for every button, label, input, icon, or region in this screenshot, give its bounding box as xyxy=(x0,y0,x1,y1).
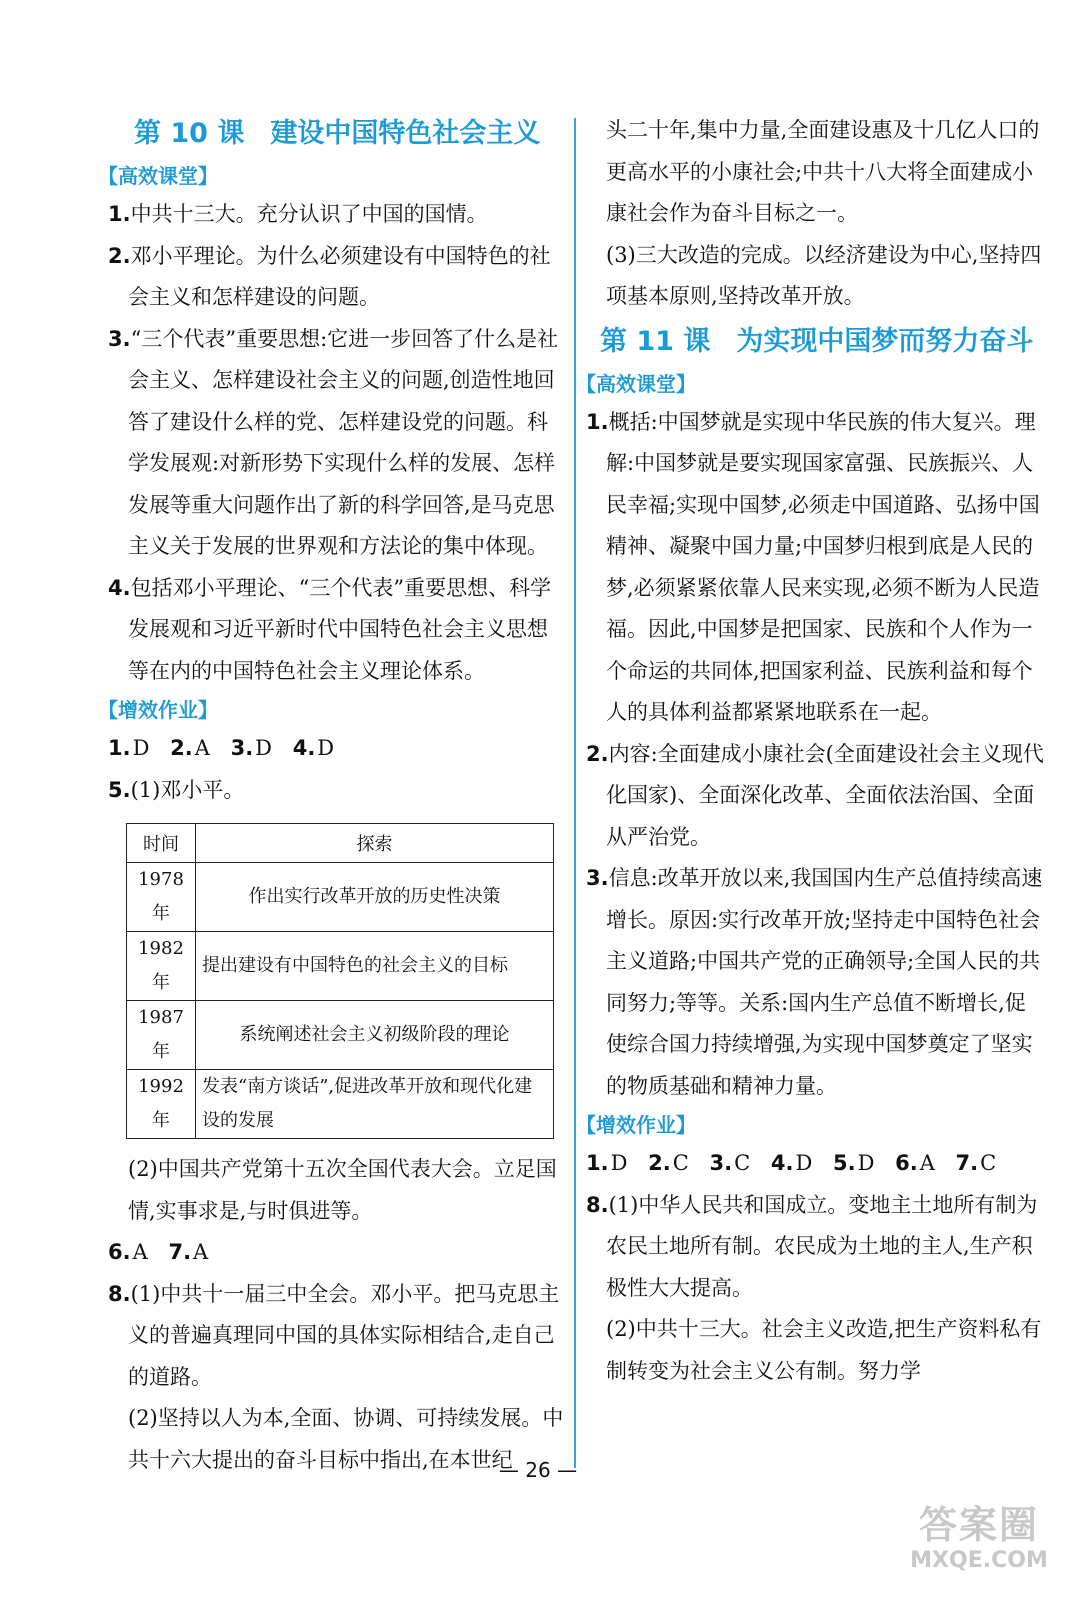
table-cell-year: 1978 年 xyxy=(127,863,196,932)
watermark-logo: 答案圈 MXQE.COM xyxy=(910,1503,1048,1573)
table-header-explore: 探索 xyxy=(196,824,554,863)
table-cell-text: 提出建设有中国特色的社会主义的目标 xyxy=(196,932,554,1001)
table-cell-year: 1992 年 xyxy=(127,1070,196,1139)
answer-item: 1.中共十三大。充分认识了中国的国情。 xyxy=(108,202,488,226)
section-tag-homework: 【增效作业】 xyxy=(98,698,218,722)
table-cell-text: 系统阐述社会主义初级阶段的理论 xyxy=(196,1001,554,1070)
answer-item: 2.内容:全面建成小康社会(全面建设社会主义现代化国家)、全面深化改革、全面依法治国、全面从严治党。 xyxy=(586,741,1044,849)
table-header-row xyxy=(127,824,554,863)
table-row xyxy=(127,932,554,1001)
answer-subitem: (2)中共十三大。社会主义改造,把生产资料私有制转变为社会主义公有制。努力学 xyxy=(606,1317,1042,1383)
right-column xyxy=(576,110,1046,1392)
answer-item: 2.邓小平理论。为什么必须建设有中国特色的社会主义和怎样建设的问题。 xyxy=(108,243,551,309)
choice-answers: 6.A 7.A xyxy=(108,1240,209,1264)
answer-subitem: (2)中国共产党第十五次全国代表大会。立足国情,实事求是,与时俱进等。 xyxy=(128,1157,557,1223)
answer-subitem: (3)三大改造的完成。以经济建设为中心,坚持四项基本原则,坚持改革开放。 xyxy=(606,242,1042,308)
table-row xyxy=(127,1001,554,1070)
timeline-table xyxy=(126,823,554,1139)
section-tag-efficient-class: 【高效课堂】 xyxy=(576,371,696,396)
table-cell-text: 发表“南方谈话”,促进改革开放和现代化建设的发展 xyxy=(196,1070,554,1139)
lesson-10-title: 第 10 课 建设中国特色社会主义 xyxy=(134,118,541,149)
answer-item: 8.(1)中华人民共和国成立。变地主土地所有制为农民土地所有制。农民成为土地的主人,生产积极性大大提高。 xyxy=(586,1192,1038,1300)
answer-item: 5.(1)邓小平。 xyxy=(108,777,245,802)
choice-answers: 1.D 2.A 3.D 4.D xyxy=(108,736,335,760)
page-number: — 26 — xyxy=(498,1458,578,1482)
answer-item: 3.“三个代表”重要思想:它进一步回答了什么是社会主义、怎样建设社会主义的问题,创造性地回答了建设什么样的党、怎样建设党的问题。科学发展观:对新形势下实现什么样的发展、怎样发展等重大问题作出了新的科学回答,是马克思主义关于发展的世界观和方法论的集中体现。 xyxy=(108,326,559,558)
answer-subitem: (2)坚持以人为本,全面、协调、可持续发展。中共十六大提出的奋斗目标中指出,在本世纪 xyxy=(128,1406,564,1472)
table-row xyxy=(127,863,554,932)
section-tag-homework: 【增效作业】 xyxy=(576,1113,696,1137)
answer-item: 1.概括:中国梦就是实现中华民族的伟大复兴。理解:中国梦就是要实现国家富强、民族振兴、人民幸福;实现中国梦,必须走中国道路、弘扬中国精神、凝聚中国力量;中国梦归根到底是人民的梦,必须紧紧依靠人民来实现,必须不断为人民造福。因此,中国梦是把国家、民族和个人作为一个命运的共同体,把国家利益、民族利益和每个人的具体利益都紧紧地联系在一起。 xyxy=(586,409,1040,724)
left-column xyxy=(98,110,564,1481)
lesson-11-title: 第 11 课 为实现中国梦而努力奋斗 xyxy=(600,325,1034,357)
column-divider xyxy=(574,118,576,1468)
table-cell-year: 1987 年 xyxy=(127,1001,196,1070)
table-cell-text: 作出实行改革开放的历史性决策 xyxy=(196,863,554,932)
answer-item: 8.(1)中共十一届三中全会。邓小平。把马克思主义的普遍真理同中国的具体实际相结合,走自己的道路。 xyxy=(108,1281,560,1389)
table-header-time: 时间 xyxy=(127,824,196,863)
answer-continuation: 头二十年,集中力量,全面建设惠及十几亿人口的更高水平的小康社会;中共十八大将全面建成小康社会作为奋斗目标之一。 xyxy=(606,118,1040,225)
answer-item: 3.信息:改革开放以来,我国国内生产总值持续高速增长。原因:实行改革开放;坚持走中国特色社会主义道路;中国共产党的正确领导;全国人民的共同努力;等等。关系:国内生产总值不断增长,促使综合国力持续增强,为实现中国梦奠定了坚实的物质基础和精神力量。 xyxy=(586,866,1043,1098)
answer-item: 4.包括邓小平理论、“三个代表”重要思想、科学发展观和习近平新时代中国特色社会主义思想等在内的中国特色社会主义理论体系。 xyxy=(108,575,552,683)
table-cell-year: 1982 年 xyxy=(127,932,196,1001)
section-tag-efficient-class: 【高效课堂】 xyxy=(98,164,218,188)
choice-answers: 1.D 2.C 3.C 4.D 5.D 6.A 7.C xyxy=(586,1151,997,1175)
table-row xyxy=(127,1070,554,1139)
